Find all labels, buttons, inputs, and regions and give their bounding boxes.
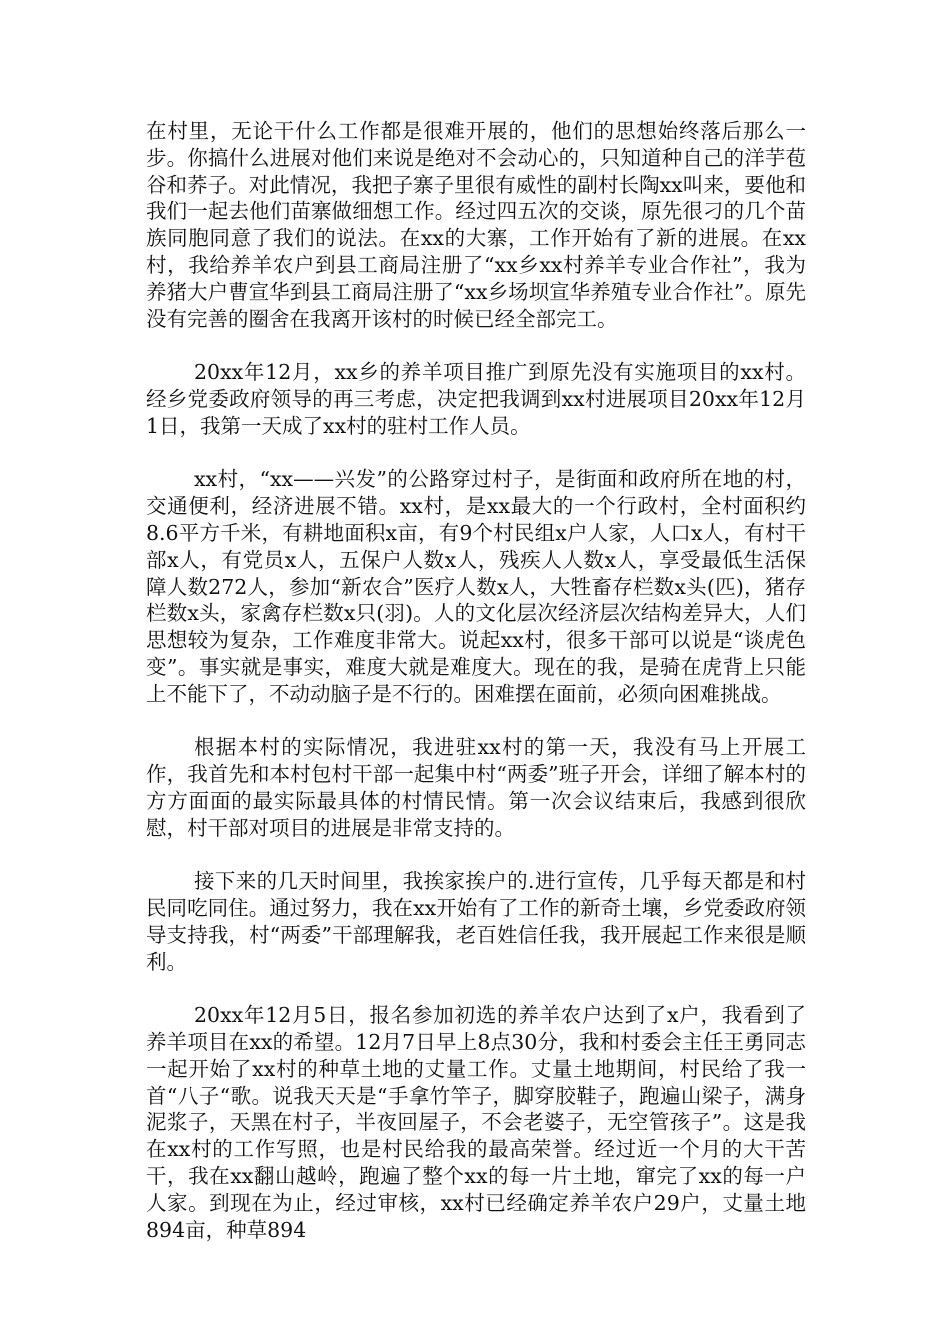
paragraph-5: 接下来的几天时间里，我挨家挨户的.进行宣传，几乎每天都是和村民同吃同住。通过努力，我在xx开始有了工作的新奇土壤，乡党委政府领导支持我，村“两委”干部理解我，老百姓信任我，我开展起工作来很是顺利。 xyxy=(146,869,806,974)
paragraph-6: 20xx年12月5日，报名参加初选的养羊农户达到了x户，我看到了养羊项目在xx的希望。12月7日早上8点30分，我和村委会主任王勇同志一起开始了xx村的种草土地的丈量工作。丈量土地期间，村民给了我一首“八子“歌。说我天天是“手拿竹竿子，脚穿胶鞋子，跑遍山梁子，满身泥浆子，天黑在村子，半夜回屋子，不会老婆子，无空管孩子”。这是我在xx村的工作写照，也是村民给我的最高荣誉。经过近一个月的大干苦干，我在xx翻山越岭，跑遍了整个xx的每一片土地，窜完了xx的每一户人家。到现在为止，经过审核，xx村已经确定养羊农户29户，丈量土地894亩，种草894 xyxy=(146,1003,806,1242)
document-page xyxy=(146,118,806,1270)
paragraph-1: 在村里，无论干什么工作都是很难开展的，他们的思想始终落后那么一步。你搞什么进展对他们来说是绝对不会动心的，只知道种自己的洋芋苞谷和荞子。对此情况，我把子寨子里很有威性的副村长陶xx叫来，要他和我们一起去他们苗寨做细想工作。经过四五次的交谈，原先很刁的几个苗族同胞同意了我们的说法。在xx的大寨，工作开始有了新的进展。在xx村，我给养羊农户到县工商局注册了“xx乡xx村养羊专业合作社”，我为养猪大户曹宣华到县工商局注册了“xx乡场坝宣华养殖专业合作社”。原先没有完善的圈舍在我离开该村的时候已经全部完工。 xyxy=(146,119,806,331)
paragraph-4: 根据本村的实际情况，我进驻xx村的第一天，我没有马上开展工作，我首先和本村包村干部一起集中村“两委”班子开会，详细了解本村的方方面面的最实际最具体的村情民情。第一次会议结束后，我感到很欣慰，村干部对项目的进展是非常支持的。 xyxy=(146,735,806,840)
paragraph-2: 20xx年12月，xx乡的养羊项目推广到原先没有实施项目的xx村。经乡党委政府领导的再三考虑，决定把我调到xx村进展项目20xx年12月1日，我第一天成了xx村的驻村工作人员。 xyxy=(146,360,806,438)
paragraph-3: xx村，“xx——兴发”的公路穿过村子，是街面和政府所在地的村，交通便利，经济进展不错。xx村，是xx最大的一个行政村，全村面积约8.6平方千米，有耕地面积x亩，有9个村民组x户人家，人口x人，有村干部x人，有党员x人，五保户人数x人，残疾人人数x人，享受最低生活保障人数272人，参加“新农合”医疗人数x人，大牲畜存栏数x头(匹)，猪存栏数x头，家禽存栏数x只(羽)。人的文化层次经济层次结构差异大，人们思想较为复杂，工作难度非常大。说起xx村，很多干部可以说是“谈虎色变”。事实就是事实，难度大就是难度大。现在的我，是骑在虎背上只能上不能下了，不动动脑子是不行的。困难摆在面前，必须向困难挑战。 xyxy=(146,467,806,706)
